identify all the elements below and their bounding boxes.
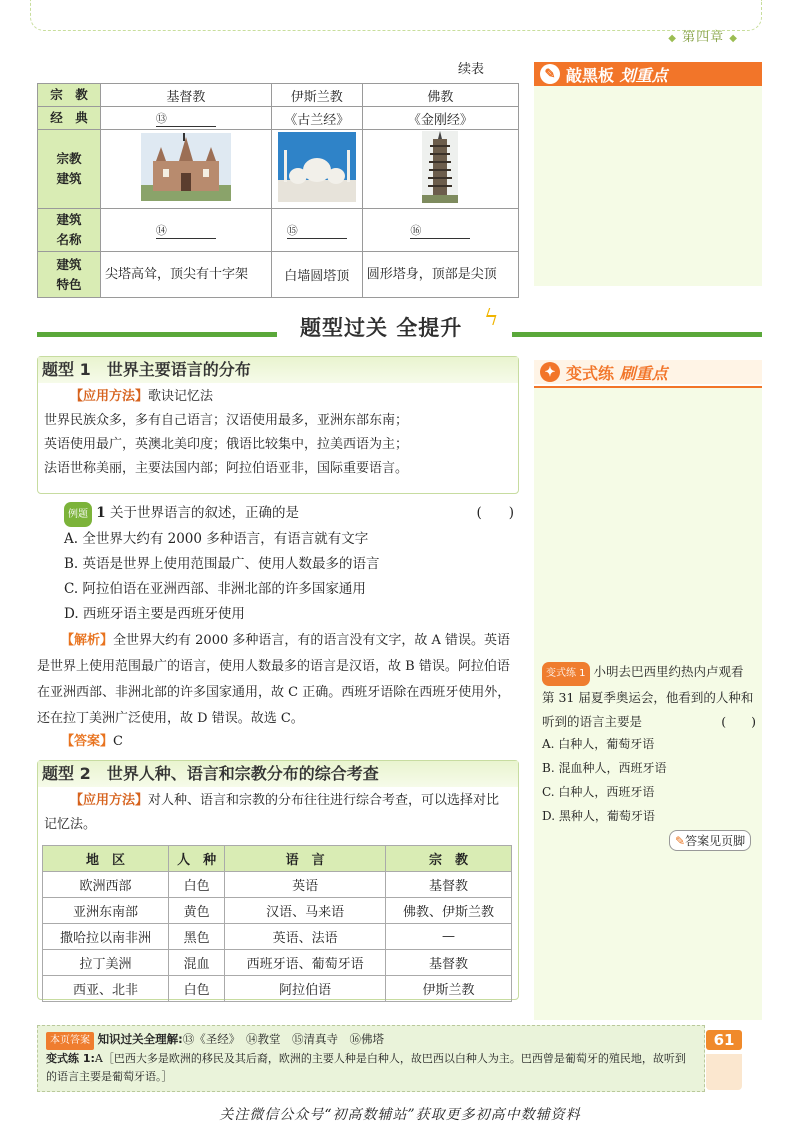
analysis-text: 全世界大约有 2000 多种语言，有的语言没有文字，故 A 错误。英语是世界上使用范围最广的语言，使用人数最多的语言是汉语，故 B 错误。阿拉伯语在亚洲西部、非洲北部的许多国家通用，故 C 正确。西班牙语除在西班牙使用外，还在拉丁美洲广泛使用，故 D 错误。故选 C。	[37, 633, 511, 726]
pagoda-image	[422, 131, 458, 203]
type1-method: 歌诀记忆法	[148, 389, 214, 404]
practice-option-b: B. 混血种人，西班牙语	[542, 761, 667, 775]
page-corner-deco	[706, 1054, 742, 1090]
type1-line-3: 法语世称美丽，主要法国内部；阿拉伯语亚非，国际重要语言。	[44, 461, 409, 476]
church-image	[141, 133, 231, 201]
religion-col-label: 宗 教	[38, 84, 101, 107]
practice-question	[542, 660, 756, 734]
chapter-text: 第四章	[682, 30, 725, 45]
answer-tag: 【答案】	[61, 734, 114, 749]
feature-label: 建筑 特色	[38, 252, 101, 298]
answers-line2: A［巴西大多是欧洲的移民及其后裔，欧洲的主要人种是白种人，故巴西以白种人为主。巴西曾是葡萄牙的殖民地，故听到的语言主要是葡萄牙语。］	[46, 1052, 686, 1083]
chapter-label: ◆ 第四章 ◆	[668, 30, 738, 45]
board-header: ✎ 敲黑板 划重点	[534, 62, 762, 86]
banner-line-left	[37, 332, 277, 337]
page-answers	[37, 1025, 705, 1092]
type2-method: 对人种、语言和宗教的分布往往进行综合考查，可以选择对比记忆法。	[44, 793, 500, 832]
analysis-tag: 【解析】	[61, 633, 114, 648]
answer-block	[61, 730, 123, 754]
type2-box	[37, 760, 519, 1000]
board-icon: ✎	[540, 64, 560, 84]
side-notes-area	[534, 86, 762, 286]
table-row: 亚洲东南部 黄色 汉语、马来语 佛教、伊斯兰教	[43, 898, 512, 924]
example-tag: 例题	[64, 502, 92, 527]
example-num: 1	[96, 505, 106, 521]
section-title: 题型过关 全提升	[300, 315, 463, 340]
practice-paren: ( )	[721, 714, 756, 729]
scripture-islam: 《古兰经》	[271, 107, 362, 130]
scripture-buddhism: 《金刚经》	[362, 107, 518, 130]
page-number: 61	[706, 1030, 742, 1050]
th-region: 地 区	[43, 846, 169, 872]
table-row: 欧洲西部 白色 英语 基督教	[43, 872, 512, 898]
type2-title: 题型 2 世界人种、语言和宗教分布的综合考查	[38, 761, 518, 787]
practice-options	[542, 732, 666, 828]
col-buddhism: 佛教	[362, 84, 518, 107]
hint-icon: ✎	[675, 834, 686, 848]
lightning-icon: ϟ	[484, 306, 499, 331]
answers-line1: ⑬《圣经》 ⑭教堂 ⑮清真寺 ⑯佛塔	[182, 1032, 385, 1046]
practice-icon: ✦	[540, 362, 560, 382]
example-question: 关于世界语言的叙述，正确的是	[110, 505, 299, 521]
building-label: 宗教 建筑	[38, 130, 101, 209]
building-name-label: 建筑 名称	[38, 209, 101, 252]
table-row: 西亚、北非 白色 阿拉伯语 伊斯兰教	[43, 976, 512, 1002]
answer-value: C	[113, 734, 123, 749]
feature-islam: 白墙圆塔顶	[271, 252, 362, 298]
practice-tag: 变式练 1	[542, 662, 590, 686]
type1-method-tag: 【应用方法】	[70, 389, 149, 404]
blank-16: ⑯	[410, 222, 470, 239]
blank-15: ⑮	[287, 222, 347, 239]
practice-option-a: A. 白种人，葡萄牙语	[542, 737, 655, 751]
table-row: 拉丁美洲 混血 西班牙语、葡萄牙语 基督教	[43, 950, 512, 976]
example-option-d: D. 西班牙语主要是西班牙使用	[64, 606, 245, 622]
mosque-image	[278, 132, 356, 202]
example-option-b: B. 英语是世界上使用范围最广、使用人数最多的语言	[64, 556, 380, 572]
th-language: 语 言	[225, 846, 386, 872]
practice-underline	[534, 386, 762, 388]
analysis-block	[37, 628, 517, 732]
answer-link[interactable]: ✎答案见页脚	[669, 830, 751, 851]
practice-option-c: C. 白种人，西班牙语	[542, 785, 655, 799]
practice-header: ✦ 变式练 刷重点	[534, 360, 762, 384]
blank-13: ⑬	[156, 110, 216, 127]
example-paren: ( )	[476, 505, 514, 521]
religion-table	[37, 83, 519, 298]
answers-line2-label: 变式练 1:	[46, 1052, 95, 1065]
th-race: 人 种	[168, 846, 224, 872]
table-row: 撒哈拉以南非洲 黑色 英语、法语 —	[43, 924, 512, 950]
answers-tag: 本页答案	[46, 1032, 94, 1050]
example-option-c: C. 阿拉伯语在亚洲西部、非洲北部的许多国家通用	[64, 581, 366, 597]
blank-14: ⑭	[156, 222, 216, 239]
type1-title: 题型 1 世界主要语言的分布	[38, 357, 518, 383]
type1-box	[37, 356, 519, 494]
th-religion: 宗 教	[386, 846, 512, 872]
col-christianity: 基督教	[101, 84, 272, 107]
type1-line-1: 世界民族众多，多有自己语言；汉语使用最多，亚洲东部东南；	[44, 413, 409, 428]
scripture-label: 经 典	[38, 107, 101, 130]
practice-option-d: D. 黑种人，葡萄牙语	[542, 809, 655, 823]
banner-line-right	[512, 332, 762, 337]
footer-note: 关注微信公众号“初高数辅站”获取更多初高中数辅资料	[219, 1107, 581, 1123]
top-frame	[30, 0, 762, 31]
feature-christianity: 尖塔高耸，顶尖有十字架	[101, 252, 272, 298]
type2-method-tag: 【应用方法】	[70, 793, 149, 808]
continued-label: 续表	[458, 62, 485, 77]
type1-line-2: 英语使用最广，英澳北美印度；俄语比较集中，拉美西语为主；	[44, 437, 409, 452]
distribution-table	[42, 845, 512, 1002]
example-option-a: A. 全世界大约有 2000 多种语言，有语言就有文字	[64, 531, 369, 547]
answers-line1-label: 知识过关全理解:	[97, 1032, 183, 1046]
example-block	[64, 501, 516, 627]
col-islam: 伊斯兰教	[271, 84, 362, 107]
feature-buddhism: 圆形塔身，顶部是尖顶	[362, 252, 518, 298]
practice-question-text: 小明去巴西里约热内卢观看第 31 届夏季奥运会，他看到的人种和听到的语言主要是	[542, 664, 754, 729]
